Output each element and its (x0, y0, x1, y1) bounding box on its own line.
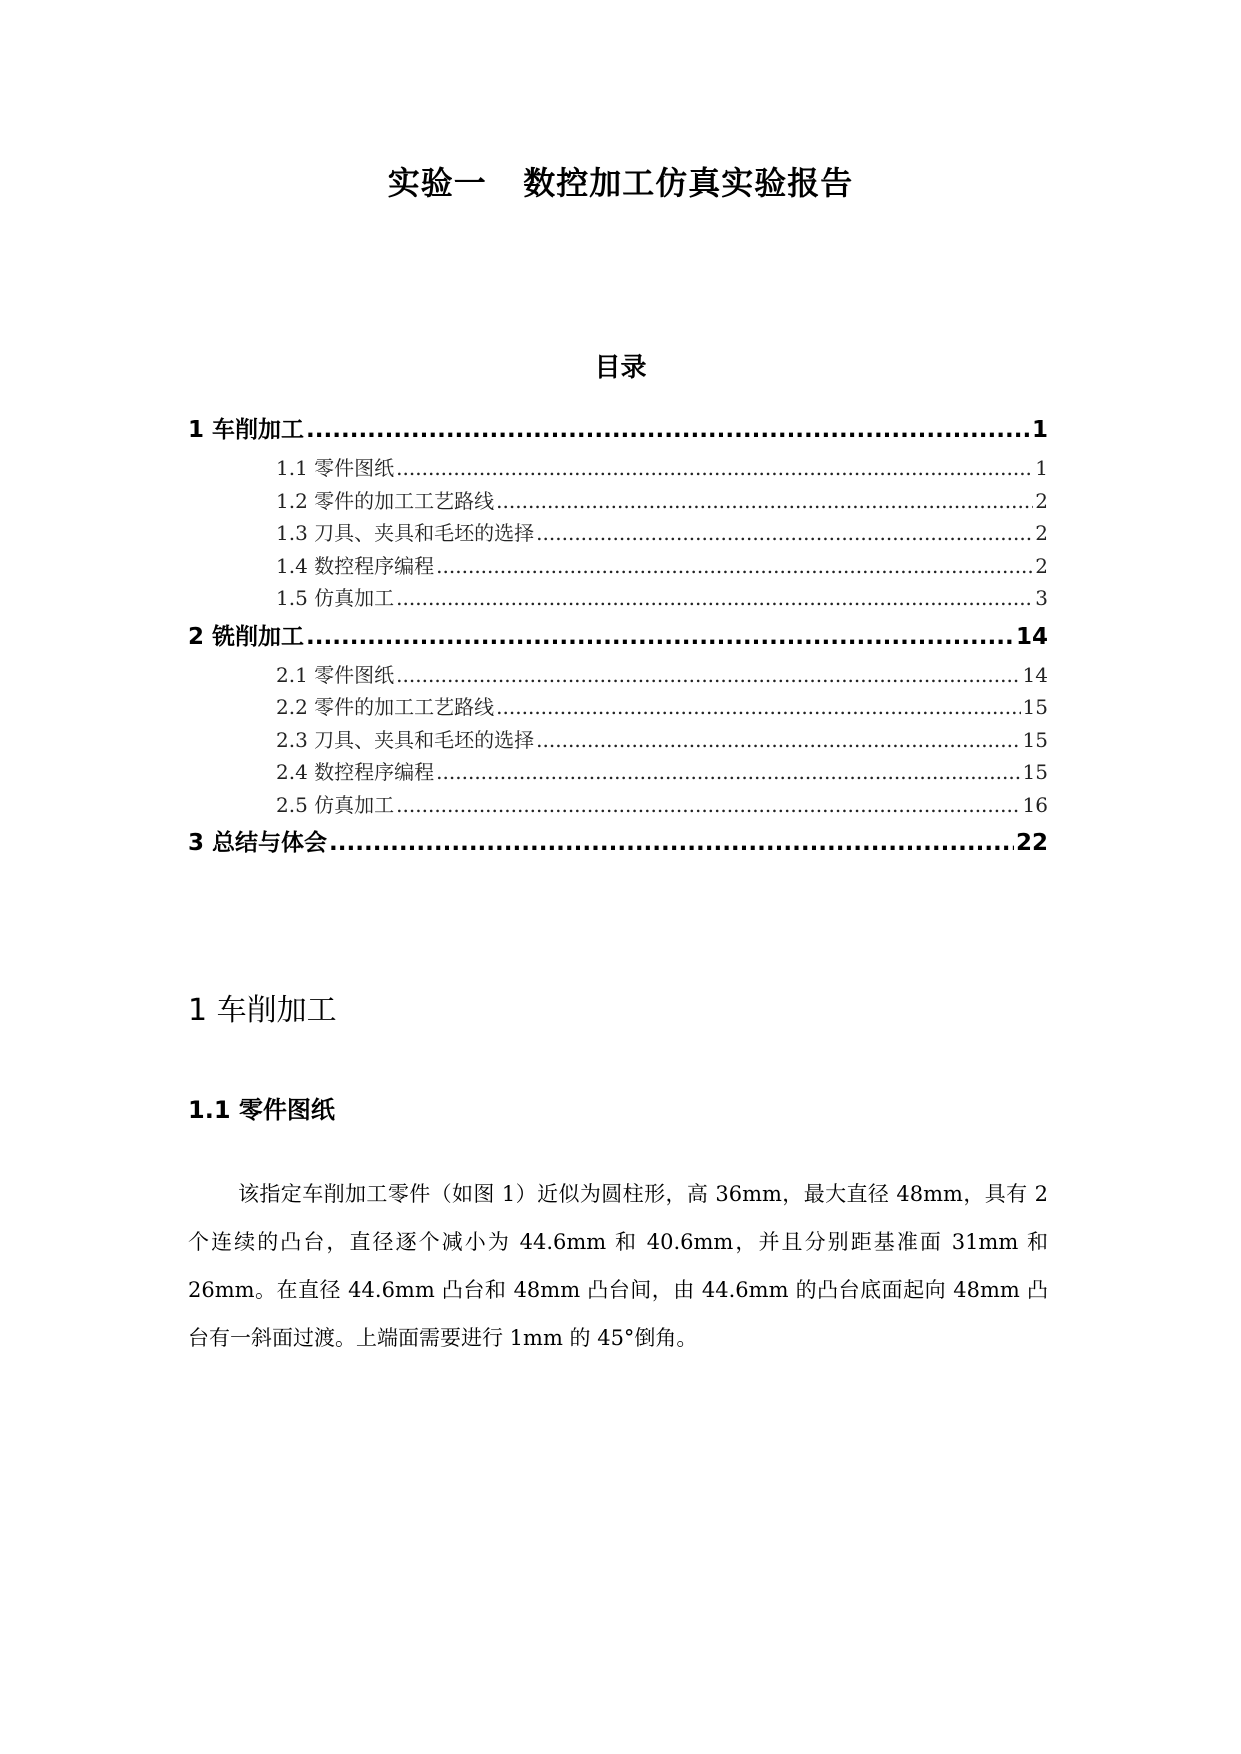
toc-page-number: 3 (1035, 586, 1048, 610)
toc-page-number: 14 (1022, 662, 1048, 687)
toc-page-number: 15 (1022, 695, 1048, 719)
toc-leader (396, 789, 1020, 822)
toc-entry-label: 3 总结与体会 (188, 830, 328, 856)
toc-entry[interactable] (188, 659, 1048, 692)
toc-leader (436, 756, 1020, 789)
toc-entry[interactable] (188, 821, 1048, 865)
toc-entry-label: 1.5 仿真加工 (276, 586, 395, 610)
toc-page-number: 16 (1022, 792, 1048, 817)
toc-entry-label: 1 车削加工 (188, 417, 305, 443)
toc-entry-label: 2.2 零件的加工工艺路线 (276, 695, 495, 719)
toc-entry[interactable] (188, 724, 1048, 757)
toc-page-number: 1 (1031, 417, 1048, 443)
table-of-contents (188, 408, 1048, 865)
toc-entry-label: 2.5 仿真加工 (276, 792, 395, 817)
toc-entry-label: 1.2 零件的加工工艺路线 (276, 488, 495, 513)
toc-entry[interactable] (188, 756, 1048, 789)
toc-leader (536, 517, 1033, 550)
toc-page-number: 2 (1035, 553, 1048, 578)
toc-entry[interactable] (188, 517, 1048, 550)
toc-page-number: 1 (1035, 456, 1048, 480)
body-paragraph: 该指定车削加工零件（如图 1）近似为圆柱形，高 36mm，最大直径 48mm，具有 2 个连续的凸台，直径逐个减小为 44.6mm 和 40.6mm，并且分别距基准面 31mm 和 26mm。在直径 44.6mm 凸台和 48mm 凸台间，由 44.6mm 的凸台底面起向 48mm 凸台有一斜面过渡。上端面需要进行 1mm 的 45°倒角。 (188, 1182, 1048, 1350)
document-title: 实验一 数控加工仿真实验报告 (387, 164, 854, 202)
toc-leader (496, 691, 1020, 724)
toc-leader (396, 659, 1020, 692)
toc-page-number: 22 (1015, 830, 1048, 856)
toc-leader (396, 452, 1033, 485)
toc-entry[interactable] (188, 691, 1048, 724)
toc-entry[interactable] (188, 485, 1048, 518)
toc-entry[interactable] (188, 582, 1048, 615)
toc-page-number: 2 (1035, 521, 1048, 545)
toc-page-number: 15 (1022, 727, 1048, 752)
toc-entry[interactable] (188, 615, 1048, 659)
toc-leader (536, 724, 1020, 757)
toc-entry[interactable] (188, 550, 1048, 583)
toc-entry-label: 1.1 零件图纸 (276, 456, 395, 480)
toc-entry-label: 2.3 刀具、夹具和毛坯的选择 (276, 727, 535, 752)
toc-entry-label: 1.4 数控程序编程 (276, 553, 435, 578)
toc-entry[interactable] (188, 408, 1048, 452)
toc-entry[interactable] (188, 452, 1048, 485)
toc-leader (306, 615, 1014, 659)
toc-leader (496, 485, 1033, 518)
section-heading: 1 车削加工 (188, 993, 337, 1028)
toc-page-number: 15 (1022, 760, 1048, 784)
toc-entry-label: 2 铣削加工 (188, 623, 305, 650)
toc-page-number: 2 (1035, 488, 1048, 513)
toc-heading: 目录 (594, 353, 647, 383)
toc-entry-label: 1.3 刀具、夹具和毛坯的选择 (276, 521, 535, 545)
subsection-heading: 1.1 零件图纸 (188, 1096, 335, 1124)
toc-leader (329, 821, 1014, 865)
toc-leader (306, 408, 1030, 452)
toc-leader (396, 582, 1033, 615)
toc-page-number: 14 (1015, 623, 1048, 650)
toc-entry-label: 2.1 零件图纸 (276, 662, 395, 687)
toc-leader (436, 550, 1033, 583)
toc-entry[interactable] (188, 789, 1048, 822)
toc-entry-label: 2.4 数控程序编程 (276, 760, 435, 784)
